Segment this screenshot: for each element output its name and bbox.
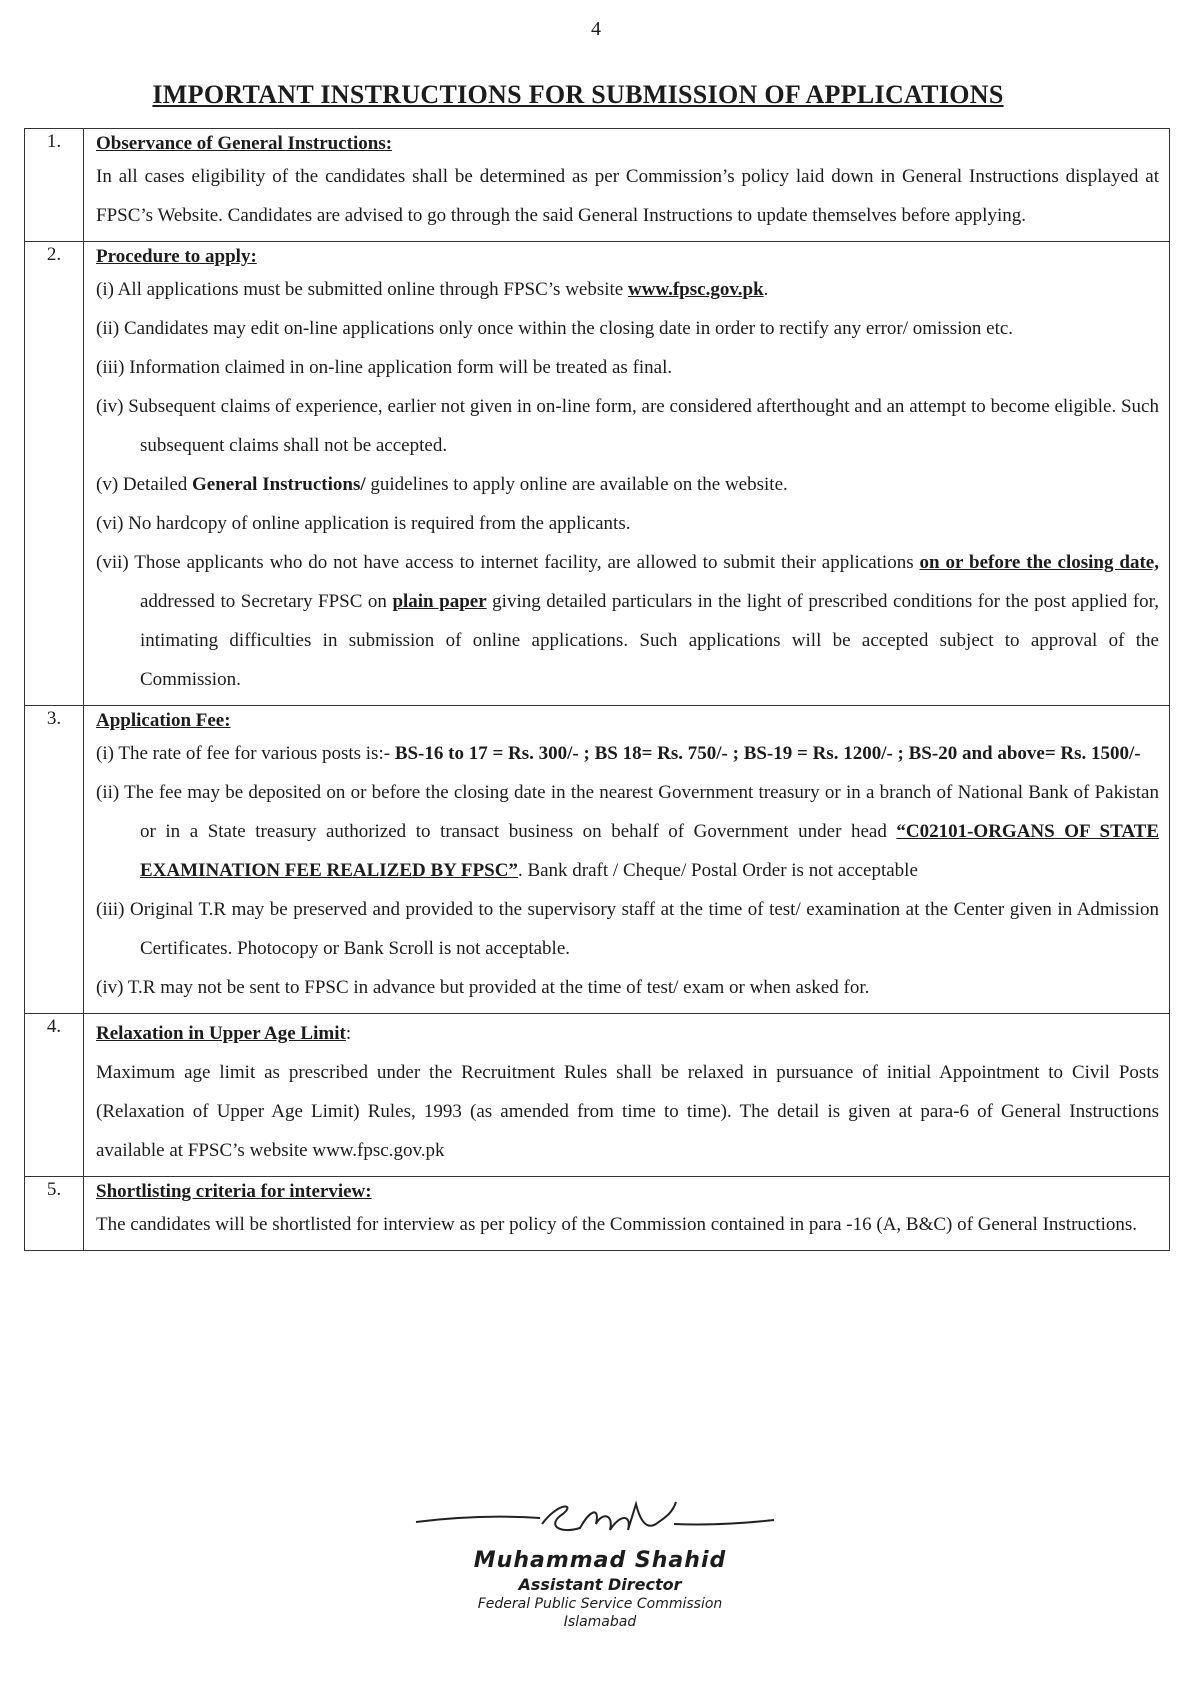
section-body: The candidates will be shortlisted for interview as per policy of the Commission contained in para -16 (A, B&C) of General Instructions. [96,1214,1138,1235]
section-body: In all cases eligibility of the candidates shall be determined as per Commission’s policy laid down in General Instructions displayed at FPSC’s Website. Candidates are advised to go through the said General Instructions to update themselves before applying. [96,166,1159,226]
instruction-item: (ii) Candidates may edit on-line applications only once within the closing date in order to rectify any error/ omission etc. [96,318,1014,339]
instruction-item: (vi) No hardcopy of online application is required from the applicants. [96,513,631,534]
fpsc-website-link[interactable]: www.fpsc.gov.pk [627,279,764,300]
signatory-designation: Assistant Director [518,1575,682,1594]
section-number: 5. [25,1177,84,1251]
page-number: 4 [591,18,601,40]
section-number: 3. [25,706,84,1014]
signatory-name: Muhammad Shahid [473,1548,727,1573]
section-number: 4. [25,1014,84,1177]
instruction-item: (iii) Original T.R may be preserved and provided to the supervisory staff at the time of test/ examination at the Center given in Admission Certificates. Photocopy or Bank Scroll is not acceptable. [96,899,1159,959]
section-row [25,129,1170,242]
section-content [84,1177,1170,1251]
section-content: Relaxation in Upper Age Limit: Maximum age limit as prescribed under the Recruitment Rules shall be relaxed in pursuance of initial Appointment to Civil Posts (Relaxation of Upper Age Limit) Rules, 1993 (as amended from time to time). The detail is given at para-6 of General Instructions available at FPSC’s website www.fpsc.gov.pk [84,1014,1170,1177]
signature-block [360,1484,840,1630]
section-title: Shortlisting criteria for interview: [96,1181,372,1202]
section-content [84,129,1170,242]
section-title: Relaxation in Upper Age Limit [96,1023,346,1044]
handwritten-signature [410,1484,790,1546]
instructions-table [24,128,1170,1251]
section-title: Procedure to apply: [96,246,257,267]
instruction-item: (iii) Information claimed in on-line application form will be treated as final. [96,357,673,378]
section-number: 2. [25,242,84,706]
signatory-city: Islamabad [563,1614,637,1630]
signatory-organization: Federal Public Service Commission [477,1596,723,1612]
section-row [25,1177,1170,1251]
section-content [84,706,1170,1014]
section-body: Maximum age limit as prescribed under the Recruitment Rules shall be relaxed in pursuance of initial Appointment to Civil Posts (Relaxation of Upper Age Limit) Rules, 1993 (as amended from time to time). The detail is given at para-6 of General Instructions available at FPSC’s website www.fpsc.gov.pk [96,1062,1159,1161]
section-row [25,1014,1170,1177]
instruction-item: (i) The rate of fee for various posts is:- BS-16 to 17 = Rs. 300/- ; BS 18= Rs. 750/- ; BS-19 = Rs. 1200/- ; BS-20 and above= Rs. 1500/- [96,743,1141,764]
fee-rates: BS-16 to 17 = Rs. 300/- ; BS 18= Rs. 750/- ; BS-19 = Rs. 1200/- ; BS-20 and above= Rs. 1500/- [394,743,1141,764]
section-number: 1. [25,129,84,242]
instruction-item: (ii) The fee may be deposited on or before the closing date in the nearest Government treasury or in a branch of National Bank of Pakistan or in a State treasury authorized to transact business on behalf of Government under head “C02101-ORGANS OF STATE EXAMINATION FEE REALIZED BY FPSC”. Bank draft / Cheque/ Postal Order is not acceptable [96,782,1159,881]
document-title: IMPORTANT INSTRUCTIONS FOR SUBMISSION OF APPLICATIONS [152,80,1004,109]
section-content [84,242,1170,706]
section-title: Application Fee: [96,710,231,731]
instruction-item: (iv) Subsequent claims of experience, earlier not given in on-line form, are considered afterthought and an attempt to become eligible. Such subsequent claims shall not be accepted. [96,396,1159,456]
fee-head: “C02101-ORGANS OF STATE EXAMINATION FEE REALIZED BY FPSC” [140,821,1159,881]
instruction-item: (vii) Those applicants who do not have access to internet facility, are allowed to submit their applications on or before the closing date, addressed to Secretary FPSC on plain paper giving detailed particulars in the light of prescribed conditions for the post applied for, intimating difficulties in submission of online applications. Such applications will be accepted subject to approval of the Commission. [96,552,1159,690]
section-row [25,706,1170,1014]
instruction-item: (v) Detailed General Instructions/ guidelines to apply online are available on the website. [96,474,788,495]
section-row [25,242,1170,706]
section-title: Observance of General Instructions: [96,133,393,154]
instruction-item: (i) All applications must be submitted online through FPSC’s website www.fpsc.gov.pk. [96,279,769,300]
instruction-item: (iv) T.R may not be sent to FPSC in advance but provided at the time of test/ exam or when asked for. [96,977,870,998]
